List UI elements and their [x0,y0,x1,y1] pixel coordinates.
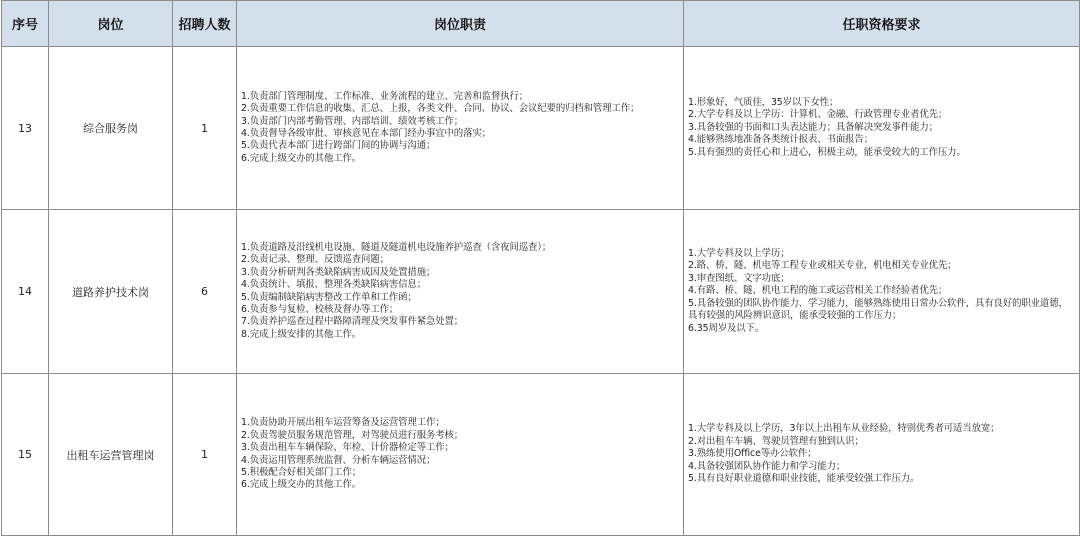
duty-item: 5.积极配合好相关部门工作； [241,466,362,478]
requirement-item: 3.熟练使用Office等办公软件； [688,448,817,460]
duty-item: 5.负责编制缺陷病害整改工作单和工作函； [241,291,417,303]
requirement-item: 5.具有强烈的责任心和上进心，积极主动，能承受较大的工作压力。 [688,146,966,158]
header-row [2,1,1080,47]
duty-item: 3.负责出租车车辆保险、年检、计价器检定等工作； [241,442,454,454]
requirement-item: 6.35周岁及以下。 [688,322,765,334]
cell-seq: 13 [2,47,49,210]
duty-item: 3.负责部门内部考勤管理、内部培训、绩效考核工作； [241,115,464,127]
duty-item: 2.负责重要工作信息的收集、汇总、上报，各类文件、合同、协议、会议纪要的归档和管理工作； [241,103,640,115]
duty-item: 8.完成上级安排的其他工作。 [241,328,362,340]
cell-seq: 15 [2,374,49,536]
requirement-item: 4.能够熟练地准备各类统计报表、书面报告； [688,134,873,146]
duty-item: 1.负责部门管理制度、工作标准、业务流程的建立、完善和监督执行； [241,90,528,102]
cell-duties [237,374,684,536]
requirement-item: 3.审查图纸、文字功底； [688,272,790,284]
duty-item: 2.负责记录、整理、反馈巡查问题； [241,254,389,266]
recruitment-table [1,0,1080,536]
requirement-item: 1.大学专科及以上学历，3年以上出租车从业经验，特别优秀者可适当放宽； [688,423,1000,435]
header-position: 岗位 [49,1,173,47]
cell-position: 出租车运营管理岗 [49,374,173,536]
duty-item: 4.负责督导各级审批、审核意见在本部门经办事宜中的落实； [241,128,491,139]
cell-requirements [684,210,1080,374]
requirement-item: 2.大学专科及以上学历：计算机、金融、行政管理专业者优先； [688,109,948,121]
requirement-item: 4.具备较强团队协作能力和学习能力； [688,460,846,472]
cell-duties [237,210,684,374]
duty-item: 6.负责参与复检、校核及督办等工作； [241,303,399,315]
requirement-item: 1.大学专科及以上学历； [688,248,790,260]
header-requirements: 任职资格要求 [684,1,1080,47]
cell-duties [237,47,684,210]
cell-count: 6 [173,210,237,374]
header-seq: 序号 [2,1,49,47]
table-row [2,210,1080,374]
requirement-item: 2.对出租车车辆、驾驶员管理有独到认识； [688,435,864,447]
cell-requirements [684,47,1080,210]
requirement-item: 4.有路、桥、隧、机电工程的施工或运营相关工作经验者优先； [688,285,948,297]
cell-count: 1 [173,47,237,210]
duty-item: 6.完成上级交办的其他工作。 [241,479,362,491]
cell-position: 综合服务岗 [49,47,173,210]
cell-seq: 14 [2,210,49,374]
duty-item: 4.负责运用管理系统监督、分析车辆运营情况； [241,454,436,466]
requirement-item: 5.具备较强的团队协作能力、学习能力，能够熟练使用日常办公软件，具有良好的职业道德，具有较强的风险辨识意识，能承受较强的工作压力； [688,297,1068,322]
duty-item: 6.完成上级交办的其他工作。 [241,152,362,164]
duty-item: 7.负责养护巡查过程中路障清理及突发事件紧急处置； [241,316,464,328]
duty-item: 1.负责协助开展出租车运营筹备及运营管理工作； [241,417,445,429]
duty-item: 2.负责驾驶员服务规范管理，对驾驶员进行服务考核； [241,429,464,441]
table-header [2,1,1080,47]
duty-item: 5.负责代表本部门进行跨部门间的协调与沟通； [241,140,436,152]
cell-count: 1 [173,374,237,536]
header-count: 招聘人数 [173,1,237,47]
duty-item: 4.负责统计、填报、整理各类缺陷病害信息； [241,279,426,291]
header-duties: 岗位职责 [237,1,684,47]
table-row [2,47,1080,210]
table-row [2,374,1080,536]
duty-item: 1.负责道路及沿线机电设施、隧道及隧道机电设施养护巡查（含夜间巡查）； [241,241,552,253]
requirement-item: 2.路、桥、隧、机电等工程专业或相关专业，机电相关专业优先； [688,260,957,272]
requirement-item: 3.具备较强的书面和口头表达能力；具备解决突发事件能力； [688,121,938,133]
cell-position: 道路养护技术岗 [49,210,173,374]
duty-item: 3.负责分析研判各类缺陷病害成因及处置措施； [241,266,436,278]
requirement-item: 1.形象好，气质佳，35岁以下女性； [688,96,839,108]
table-body [2,47,1080,536]
requirement-item: 5.具有良好职业道德和职业技能，能承受较强工作压力。 [688,473,920,485]
cell-requirements [684,374,1080,536]
